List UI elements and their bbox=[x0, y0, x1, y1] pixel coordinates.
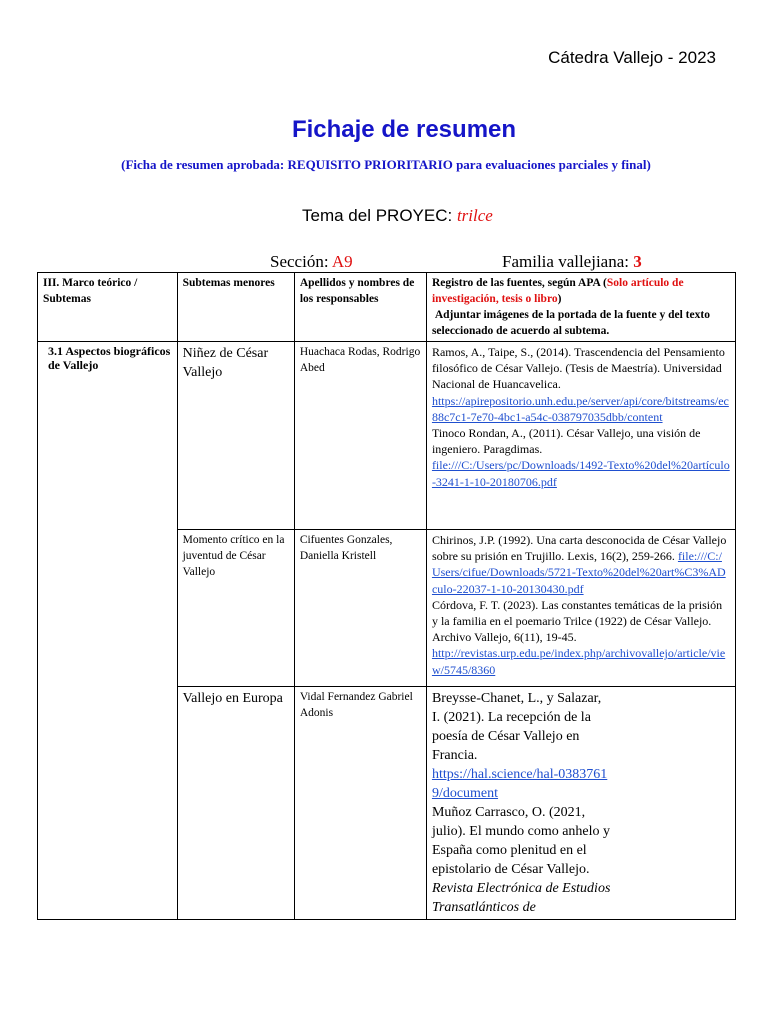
registro-cell bbox=[426, 342, 735, 530]
seccion-label: Sección: bbox=[270, 252, 332, 271]
reference-link[interactable]: file:///C:/Users/pc/Downloads/1492-Texto%20del%20artículo-3241-1-10-20180706.pdf bbox=[431, 458, 730, 489]
reference-text: Muñoz Carrasco, O. (2021, julio). El mundo como anhelo y España como plenitud en el epistolario de César Vallejo. bbox=[431, 805, 611, 877]
responsables-cell: Huachaca Rodas, Rodrigo Abed bbox=[294, 342, 426, 530]
reference-text: Ramos, A., Taipe, S., (2014). Trascendencia del Pensamiento filosófico de César Vallejo. (Tesis de Maestría). Universidad Nacional de Huancavelica. bbox=[431, 345, 725, 392]
responsables-cell: Vidal Fernandez Gabriel Adonis bbox=[294, 687, 426, 920]
seccion-value: A9 bbox=[331, 252, 353, 271]
header-registro-a: Registro de las fuentes, según APA ( bbox=[431, 277, 607, 289]
reference-text: Chirinos, J.P. (1992). Una carta desconocida de César Vallejo sobre su prisión en Trujillo. Lexis, 16(2), 259-266. bbox=[431, 533, 727, 564]
familia-line bbox=[502, 252, 642, 272]
responsables-cell: Cifuentes Gonzales, Daniella Kristell bbox=[294, 530, 426, 687]
catedra-header: Cátedra Vallejo - 2023 bbox=[548, 48, 716, 67]
subtema-cell: Vallejo en Europa bbox=[177, 687, 294, 920]
tema-value: trilce bbox=[456, 206, 493, 225]
header-registro-red: Solo artículo de investigación, tesis o libro bbox=[431, 277, 684, 305]
reference-link[interactable]: http://revistas.urp.edu.pe/index.php/archivovallejo/article/view/5745/8360 bbox=[431, 646, 726, 677]
header-registro-b: ) bbox=[557, 293, 562, 305]
section-cell: 3.1 Aspectos biográficos de Vallejo bbox=[38, 342, 178, 920]
table-header-row bbox=[38, 273, 736, 342]
familia-label: Familia vallejiana: bbox=[502, 252, 634, 271]
reference-link[interactable]: file:///C:/Users/cifue/Downloads/5721-Texto%20del%20art%C3%ADculo-22037-1-10-20130430.pdf bbox=[431, 549, 726, 596]
subtema-cell: Niñez de César Vallejo bbox=[177, 342, 294, 530]
registro-cell bbox=[426, 687, 735, 920]
page-subtitle: (Ficha de resumen aprobada: REQUISITO PRIORITARIO para evaluaciones parciales y final) bbox=[121, 157, 651, 172]
resumen-table bbox=[37, 272, 736, 920]
tema-label: Tema del PROYEC: bbox=[302, 206, 457, 225]
familia-value: 3 bbox=[633, 252, 642, 271]
tema-line bbox=[302, 206, 493, 226]
reference-link[interactable]: https://hal.science/hal-03837619/document bbox=[431, 767, 608, 801]
reference-text: Tinoco Rondan, A., (2011). César Vallejo, una visión de ingeniero. Paragdimas. bbox=[431, 426, 701, 457]
reference-text: Breysse-Chanet, L., y Salazar, I. (2021). La recepción de la poesía de César Vallejo en Francia. bbox=[431, 691, 602, 763]
page-title: Fichaje de resumen bbox=[291, 116, 517, 143]
reference-link[interactable]: https://apirepositorio.unh.edu.pe/server/api/core/bitstreams/ec88c7c1-7e70-4bc1-a54c-038797035dbb/content bbox=[431, 393, 729, 424]
reference-journal: Revista Electrónica de Estudios Transatlánticos de bbox=[431, 881, 611, 915]
header-marco: III. Marco teórico / Subtemas bbox=[38, 273, 178, 342]
seccion-line bbox=[270, 252, 353, 272]
subtema-cell: Momento crítico en la juventud de César Vallejo bbox=[177, 530, 294, 687]
header-registro bbox=[426, 273, 735, 342]
reference-text: Córdova, F. T. (2023). Las constantes temáticas de la prisión y la familia en el poemario Trilce (1922) de César Vallejo. Archivo Vallejo, 6(11), 19-45. bbox=[431, 597, 723, 645]
registro-cell bbox=[426, 530, 735, 687]
header-subtemas: Subtemas menores bbox=[177, 273, 294, 342]
header-responsables: Apellidos y nombres de los responsables bbox=[294, 273, 426, 342]
table-row bbox=[38, 342, 736, 530]
header-registro-c: Adjuntar imágenes de la portada de la fuente y del texto seleccionado de acuerdo al subtema. bbox=[431, 309, 710, 337]
